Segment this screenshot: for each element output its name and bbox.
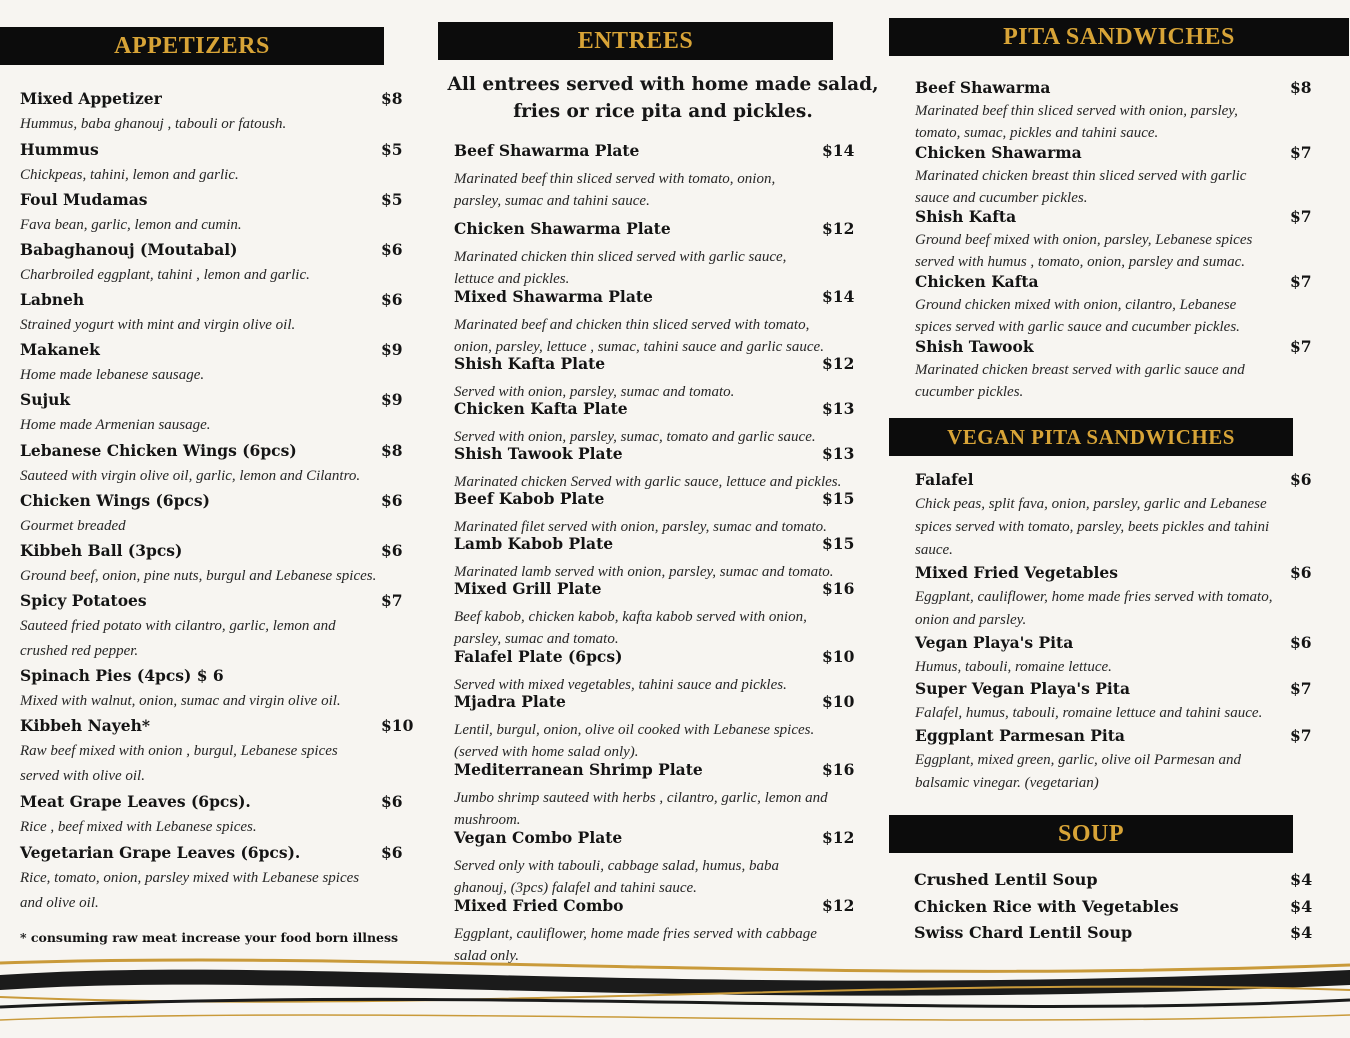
menu-item-price: $7 <box>381 591 403 610</box>
menu-item-name: Chicken Wings (6pcs) <box>20 491 210 510</box>
menu-item-name: Lamb Kabob Plate <box>454 534 614 553</box>
menu-item-description: sauce. <box>915 542 953 558</box>
menu-item-price: $8 <box>1290 78 1312 97</box>
menu-item-price: $9 <box>381 340 403 359</box>
entrees-intro-line-2: fries or rice pita and pickles. <box>513 101 813 122</box>
entrees-header: ENTREES <box>438 22 833 60</box>
menu-item-description: crushed red pepper. <box>20 643 139 659</box>
soup-item-price: $4 <box>1290 870 1313 889</box>
menu-item-name: Mixed Fried Combo <box>454 896 624 915</box>
menu-item-description: Gourmet breaded <box>20 518 126 534</box>
menu-item-name: Eggplant Parmesan Pita <box>915 726 1125 745</box>
menu-item-name: Mixed Appetizer <box>20 89 162 108</box>
menu-item-name: Spinach Pies (4pcs) $ 6 <box>20 666 224 685</box>
menu-item-name: Super Vegan Playa's Pita <box>915 679 1130 698</box>
menu-item-description: Marinated filet served with onion, parsley, sumac and tomato. <box>454 519 827 535</box>
menu-item-description: Charbroiled eggplant, tahini , lemon and garlic. <box>20 267 310 283</box>
vegan-pita-header: VEGAN PITA SANDWICHES <box>889 418 1293 456</box>
menu-item-name: Falafel Plate (6pcs) <box>454 647 623 666</box>
menu-item-description: served with olive oil. <box>20 768 145 784</box>
menu-item-description: ghanouj, (3pcs) falafel and tahini sauce. <box>454 880 697 896</box>
menu-item-name: Chicken Shawarma Plate <box>454 219 671 238</box>
menu-item-name: Shish Tawook Plate <box>454 444 623 463</box>
menu-item-price: $6 <box>1290 470 1312 489</box>
menu-item-price: $14 <box>822 141 855 160</box>
menu-item-description: Marinated beef thin sliced served with onion, parsley, <box>915 103 1238 119</box>
menu-item-price: $12 <box>822 354 855 373</box>
menu-item-description: parsley, sumac and tomato. <box>454 631 619 647</box>
menu-item-description: Falafel, humus, tabouli, romaine lettuce and tahini sauce. <box>915 705 1263 721</box>
entrees-intro <box>438 71 888 125</box>
menu-item-description: Marinated chicken breast thin sliced served with garlic <box>915 168 1247 184</box>
menu-item-price: $7 <box>1290 272 1312 291</box>
menu-item-price: $13 <box>822 444 855 463</box>
menu-item-name: Babaghanouj (Moutabal) <box>20 240 238 259</box>
menu-item-price: $16 <box>822 579 855 598</box>
menu-item-price: $16 <box>822 760 855 779</box>
soup-item-price: $4 <box>1290 897 1313 916</box>
menu-item-description: Rice, tomato, onion, parsley mixed with Lebanese spices <box>20 870 360 886</box>
menu-item-price: $6 <box>381 240 403 259</box>
entrees-intro-line-1: All entrees served with home made salad, <box>447 74 879 95</box>
menu-item-name: Mixed Grill Plate <box>454 579 602 598</box>
menu-item-description: (served with home salad only). <box>454 744 639 760</box>
menu-item-price: $9 <box>381 390 403 409</box>
menu-item-description: lettuce and pickles. <box>454 271 570 287</box>
menu-item-price: $6 <box>381 843 403 862</box>
menu-item-price: $7 <box>1290 143 1312 162</box>
menu-item-name: Beef Shawarma Plate <box>454 141 640 160</box>
menu-item-name: Mediterranean Shrimp Plate <box>454 760 703 779</box>
menu-item-price: $8 <box>381 89 403 108</box>
menu-item-description: served with humus , tomato, onion, parsley and sumac. <box>915 254 1245 270</box>
menu-item-name: Makanek <box>20 340 100 359</box>
menu-item-description: Ground beef, onion, pine nuts, burgul and Lebanese spices. <box>20 568 377 584</box>
menu-item-price: $13 <box>822 399 855 418</box>
menu-item-description: onion, parsley, lettuce , sumac, tahini sauce and garlic sauce. <box>454 339 824 355</box>
menu-item-description: sauce and cucumber pickles. <box>915 190 1088 206</box>
menu-item-price: $15 <box>822 489 855 508</box>
menu-item-description: Served with mixed vegetables, tahini sauce and pickles. <box>454 677 787 693</box>
menu-item-name: Vegan Combo Plate <box>454 828 623 847</box>
menu-item-price: $10 <box>822 647 855 666</box>
soup-item-name: Swiss Chard Lentil Soup <box>914 923 1133 942</box>
raw-meat-note: * consuming raw meat increase your food born illness <box>20 930 399 945</box>
menu-item-price: $10 <box>381 716 414 735</box>
menu-item-name: Kibbeh Ball (3pcs) <box>20 541 183 560</box>
menu-item-name: Sujuk <box>20 390 71 409</box>
menu-item-name: Meat Grape Leaves (6pcs). <box>20 792 251 811</box>
menu-item-name: Mjadra Plate <box>454 692 566 711</box>
menu-item-price: $5 <box>381 190 403 209</box>
menu-item-price: $7 <box>1290 679 1312 698</box>
soup-item-name: Crushed Lentil Soup <box>914 870 1098 889</box>
menu-item-description: and olive oil. <box>20 895 99 911</box>
menu-item-price: $7 <box>1290 337 1312 356</box>
menu-item-description: Humus, tabouli, romaine lettuce. <box>915 659 1112 675</box>
menu-item-description: onion and parsley. <box>915 612 1027 628</box>
menu-item-name: Chicken Kafta <box>915 272 1039 291</box>
menu-item-description: Fava bean, garlic, lemon and cumin. <box>20 217 242 233</box>
menu-item-description: Eggplant, cauliflower, home made fries served with tomato, <box>915 589 1273 605</box>
menu-item-name: Spicy Potatoes <box>20 591 147 610</box>
menu-item-name: Beef Shawarma <box>915 78 1051 97</box>
menu-item-description: cucumber pickles. <box>915 384 1024 400</box>
soup-header: SOUP <box>889 815 1293 853</box>
menu-item-description: Strained yogurt with mint and virgin olive oil. <box>20 317 296 333</box>
menu-item-name: Shish Kafta <box>915 207 1017 226</box>
menu-item-name: Falafel <box>915 470 974 489</box>
menu-item-price: $5 <box>381 140 403 159</box>
menu-item-name: Shish Tawook <box>915 337 1034 356</box>
menu-item-name: Vegan Playa's Pita <box>915 633 1074 652</box>
menu-item-description: Ground chicken mixed with onion, cilantro, Lebanese <box>915 297 1237 313</box>
menu-item-description: mushroom. <box>454 812 521 828</box>
menu-item-description: Marinated lamb served with onion, parsley, sumac and tomato. <box>454 564 834 580</box>
decorative-swoosh <box>0 945 1350 1038</box>
menu-item-description: Sauteed with virgin olive oil, garlic, lemon and Cilantro. <box>20 468 361 484</box>
pita-sandwiches-header: PITA SANDWICHES <box>889 18 1349 56</box>
menu-item-name: Foul Mudamas <box>20 190 148 209</box>
menu-item-price: $6 <box>1290 633 1312 652</box>
menu-item-name: Mixed Fried Vegetables <box>915 563 1118 582</box>
menu-item-description: balsamic vinegar. (vegetarian) <box>915 775 1099 791</box>
menu-item-price: $6 <box>381 290 403 309</box>
menu-item-price: $7 <box>1290 726 1312 745</box>
menu-item-description: Lentil, burgul, onion, olive oil cooked with Lebanese spices. <box>454 722 815 738</box>
menu-item-description: tomato, sumac, pickles and tahini sauce. <box>915 125 1159 141</box>
menu-item-description: Mixed with walnut, onion, sumac and virgin olive oil. <box>20 693 341 709</box>
menu-item-price: $12 <box>822 896 855 915</box>
menu-item-description: salad only. <box>454 948 520 964</box>
menu-item-name: Labneh <box>20 290 85 309</box>
menu-item-description: Marinated beef thin sliced served with tomato, onion, <box>454 171 776 187</box>
menu-item-description: Ground beef mixed with onion, parsley, Lebanese spices <box>915 232 1253 248</box>
soup-item-name: Chicken Rice with Vegetables <box>914 897 1179 916</box>
menu-item-price: $6 <box>381 491 403 510</box>
menu-item-description: Eggplant, mixed green, garlic, olive oil Parmesan and <box>915 752 1242 768</box>
menu-item-description: Home made Armenian sausage. <box>20 417 211 433</box>
menu-item-description: Marinated chicken breast served with garlic sauce and <box>915 362 1245 378</box>
menu-item-name: Mixed Shawarma Plate <box>454 287 653 306</box>
menu-item-description: Beef kabob, chicken kabob, kafta kabob served with onion, <box>454 609 807 625</box>
menu-item-price: $6 <box>381 541 403 560</box>
menu-item-description: Served with onion, parsley, sumac and tomato. <box>454 384 735 400</box>
menu-item-name: Chicken Kafta Plate <box>454 399 628 418</box>
menu-item-description: parsley, sumac and tahini sauce. <box>454 193 650 209</box>
soup-item-price: $4 <box>1290 923 1313 942</box>
menu-item-name: Shish Kafta Plate <box>454 354 606 373</box>
menu-item-description: Marinated beef and chicken thin sliced served with tomato, <box>454 317 810 333</box>
menu-item-description: Served with onion, parsley, sumac, tomato and garlic sauce. <box>454 429 816 445</box>
menu-item-description: Marinated chicken thin sliced served with garlic sauce, <box>454 249 787 265</box>
menu-item-name: Chicken Shawarma <box>915 143 1082 162</box>
menu-item-price: $15 <box>822 534 855 553</box>
menu-item-description: spices served with tomato, parsley, beets pickles and tahini <box>915 519 1270 535</box>
menu-item-description: Marinated chicken Served with garlic sauce, lettuce and pickles. <box>454 474 842 490</box>
menu-item-description: Raw beef mixed with onion , burgul, Lebanese spices <box>20 743 338 759</box>
menu-item-description: Hummus, baba ghanouj , tabouli or fatoush. <box>20 116 287 132</box>
menu-item-description: Rice , beef mixed with Lebanese spices. <box>20 819 257 835</box>
menu-item-description: Served only with tabouli, cabbage salad, humus, baba <box>454 858 779 874</box>
menu-item-name: Vegetarian Grape Leaves (6pcs). <box>20 843 301 862</box>
menu-item-price: $6 <box>1290 563 1312 582</box>
appetizers-header: APPETIZERS <box>0 27 384 65</box>
menu-item-description: Home made lebanese sausage. <box>20 367 205 383</box>
menu-item-price: $12 <box>822 828 855 847</box>
menu-item-name: Beef Kabob Plate <box>454 489 605 508</box>
menu-item-description: Eggplant, cauliflower, home made fries served with cabbage <box>454 926 817 942</box>
menu-item-description: Jumbo shrimp sauteed with herbs , cilantro, garlic, lemon and <box>454 790 828 806</box>
menu-item-price: $7 <box>1290 207 1312 226</box>
menu-item-description: spices served with garlic sauce and cucumber pickles. <box>915 319 1240 335</box>
menu-item-price: $12 <box>822 219 855 238</box>
menu-item-description: Chick peas, split fava, onion, parsley, garlic and Lebanese <box>915 496 1267 512</box>
menu-item-description: Chickpeas, tahini, lemon and garlic. <box>20 167 239 183</box>
menu-item-price: $6 <box>381 792 403 811</box>
menu-item-price: $14 <box>822 287 855 306</box>
menu-item-name: Lebanese Chicken Wings (6pcs) <box>20 441 297 460</box>
menu-item-price: $10 <box>822 692 855 711</box>
menu-item-price: $8 <box>381 441 403 460</box>
menu-item-description: Sauteed fried potato with cilantro, garlic, lemon and <box>20 618 336 634</box>
menu-item-name: Hummus <box>20 140 99 159</box>
menu-item-name: Kibbeh Nayeh* <box>20 716 151 735</box>
